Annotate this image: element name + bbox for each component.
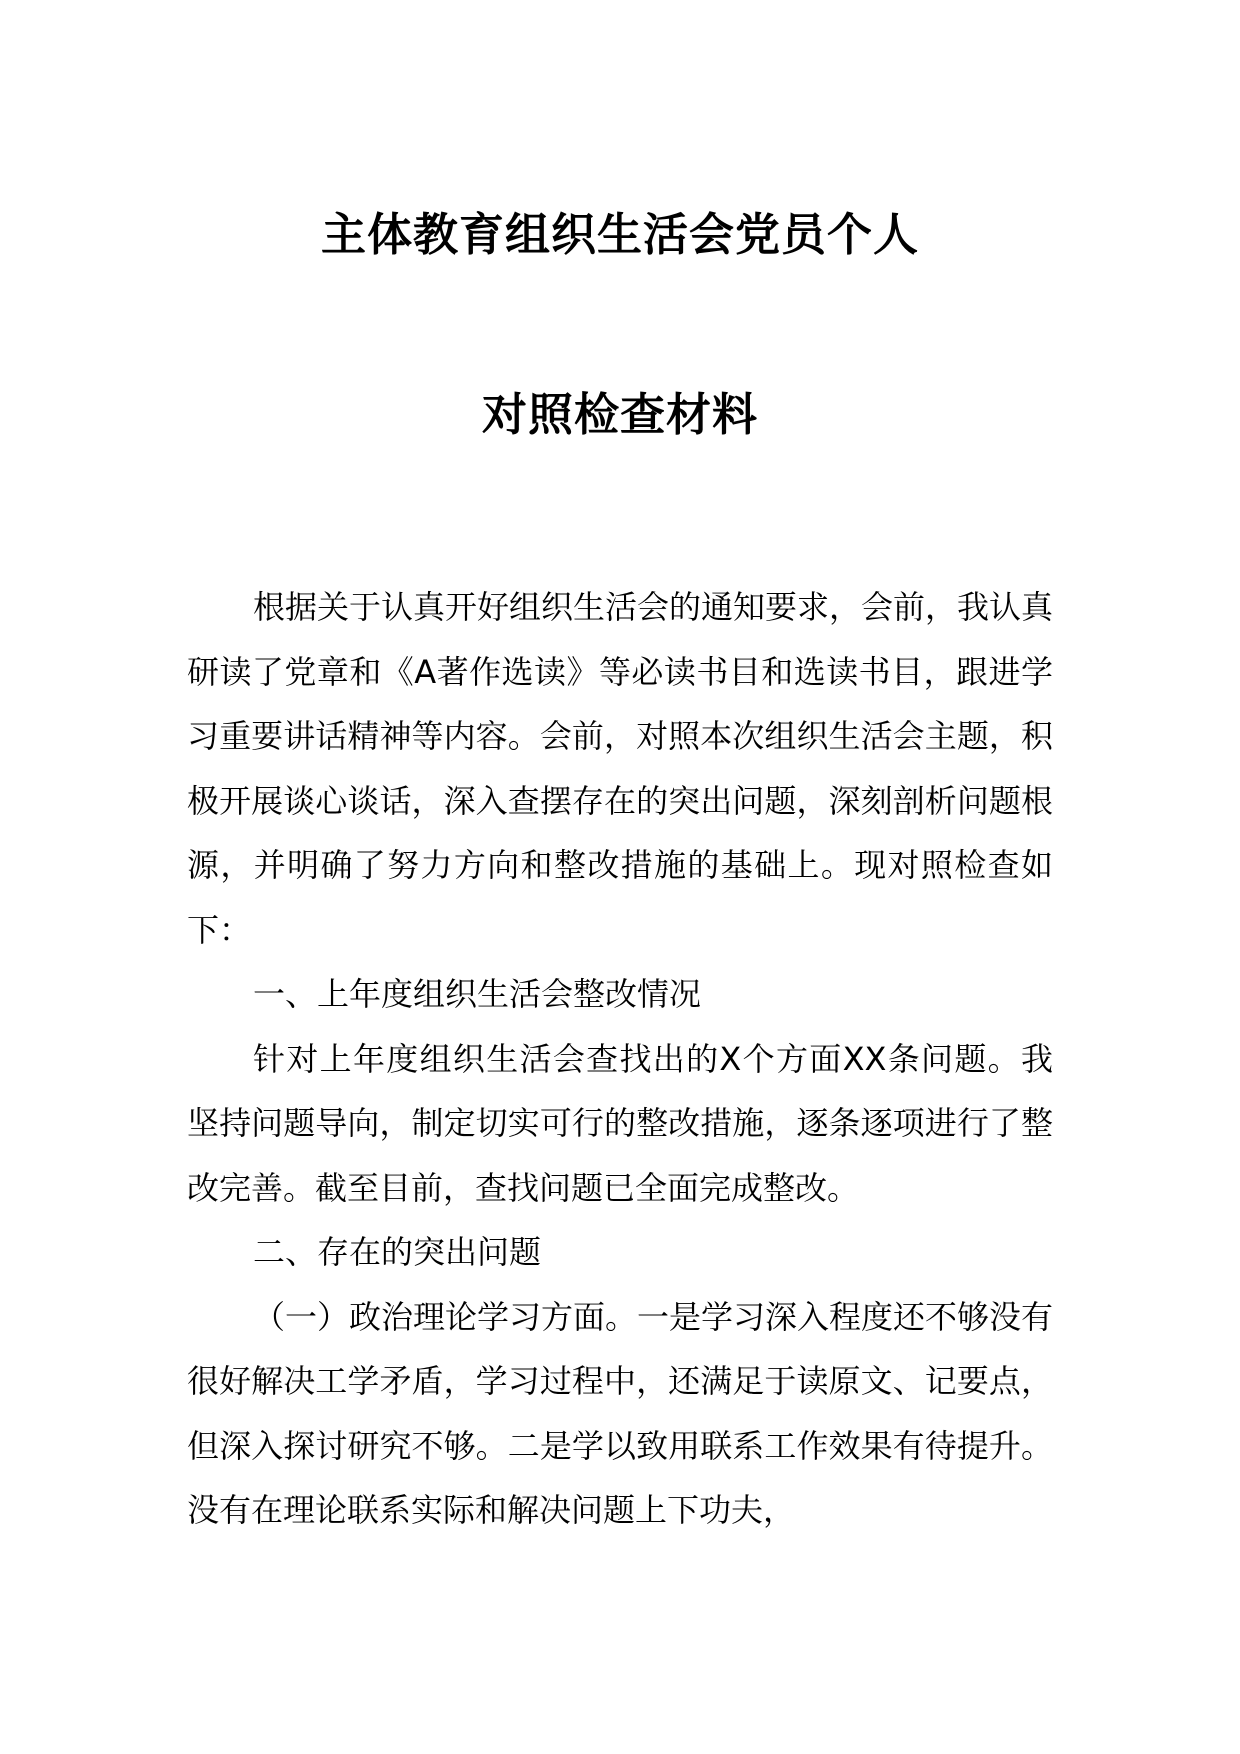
document-body (187, 575, 1053, 1543)
section-heading-2: 二、存在的突出问题 (253, 1233, 542, 1271)
document-title-line-1: 主体教育组织生活会党员个人 (320, 208, 919, 261)
section-heading-1: 一、上年度组织生活会整改情况 (253, 975, 702, 1013)
paragraph-intro: 根据关于认真开好组织生活会的通知要求，会前，我认真研读了党章和《A著作选读》等必读书目和选读书目，跟进学习重要讲话精神等内容。会前，对照本次组织生活会主题，积极开展谈心谈话，深入查摆存在的突出问题，深刻剖析问题根源，并明确了努力方向和整改措施的基础上。现对照检查如下： (187, 588, 1054, 949)
paragraph-theory-study: （一）政治理论学习方面。一是学习深入程度还不够没有很好解决工学矛盾，学习过程中，还满足于读原文、记要点，但深入探讨研究不够。二是学以致用联系工作效果有待提升。没有在理论联系实际和解决问题上下功夫， (187, 1297, 1054, 1529)
document-title-line-2: 对照检查材料 (481, 388, 758, 441)
paragraph-rectification: 针对上年度组织生活会查找出的X个方面XX条问题。我坚持问题导向，制定切实可行的整改措施，逐条逐项进行了整改完善。截至目前，查找问题已全面完成整改。 (187, 1039, 1053, 1207)
